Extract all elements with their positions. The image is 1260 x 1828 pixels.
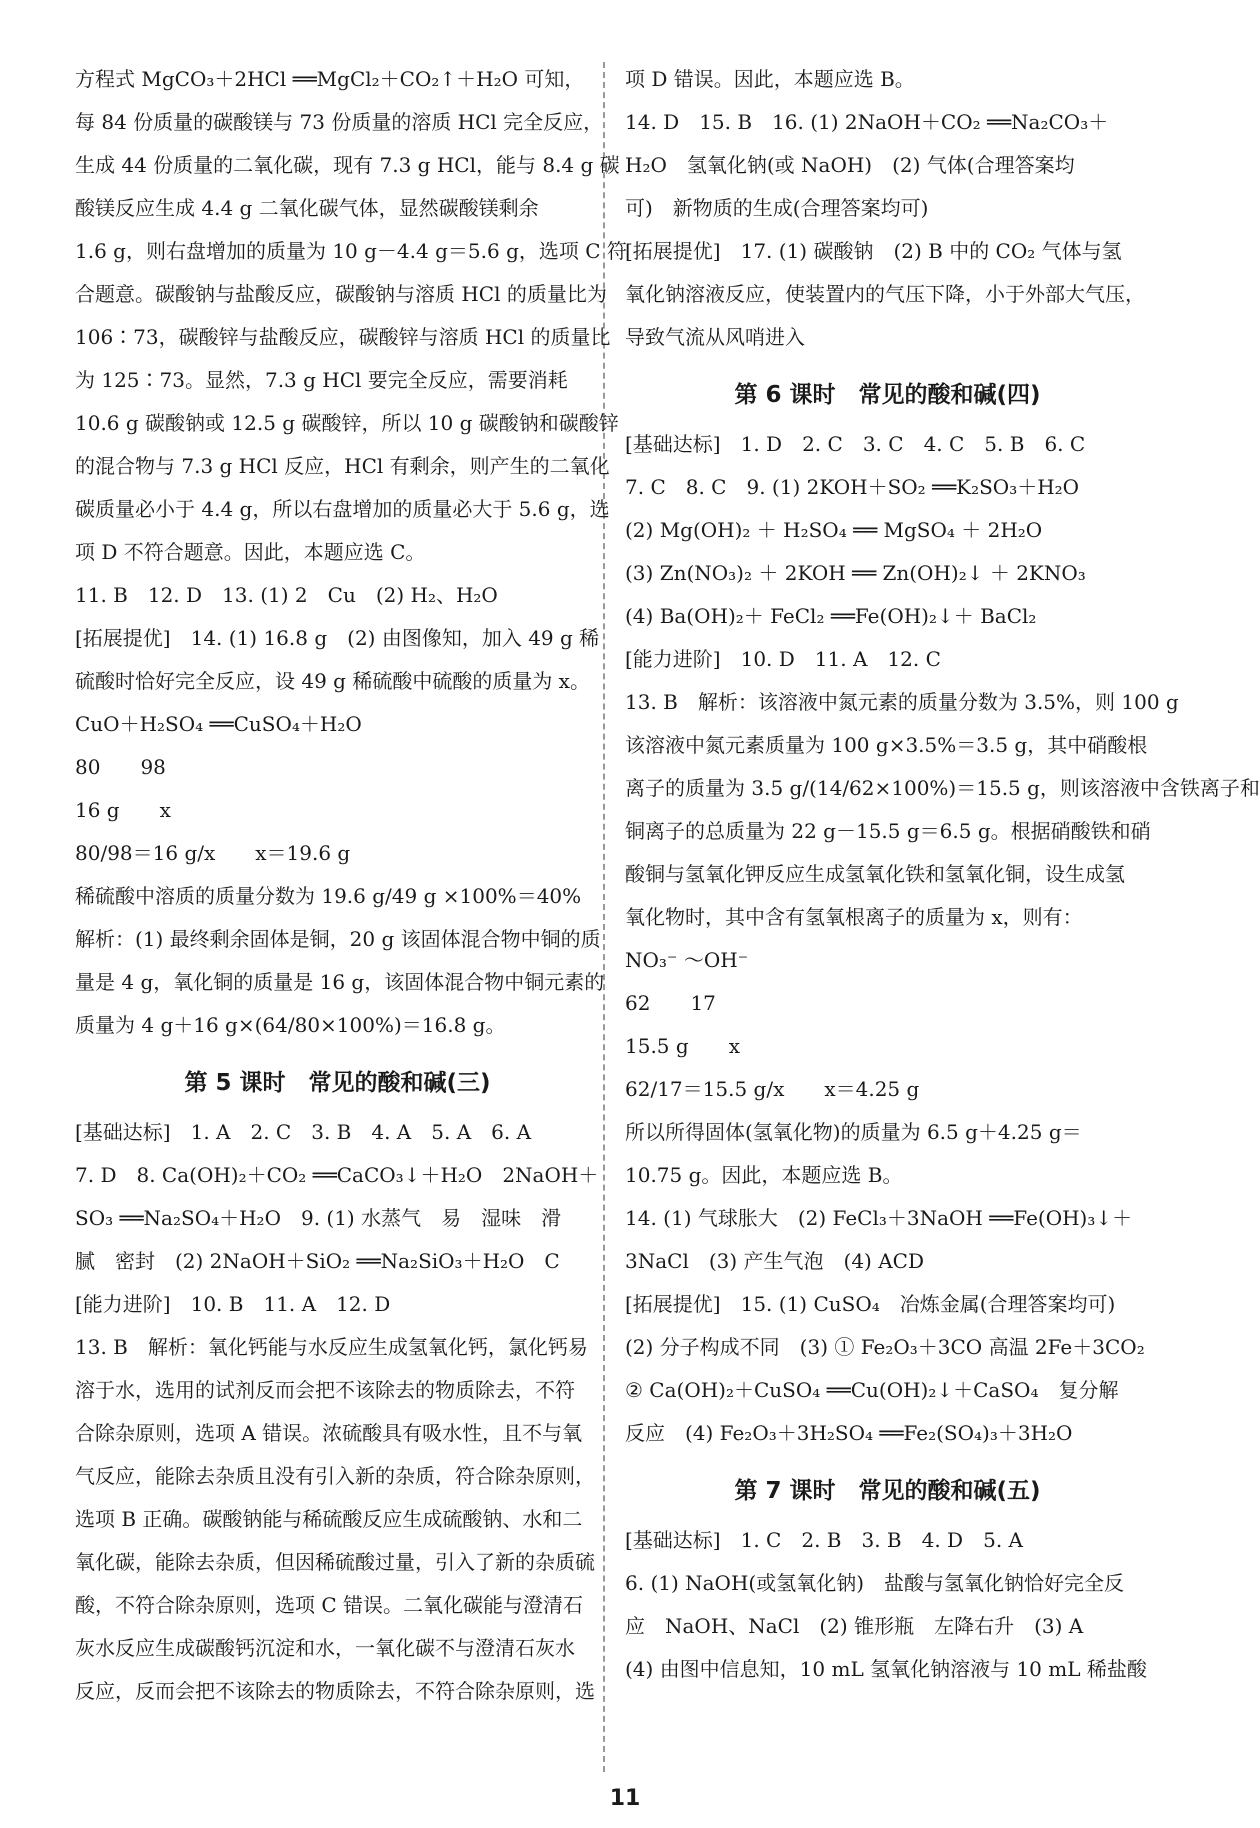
text-line: 14. D 15. B 16. (1) 2NaOH＋CO₂ ══Na₂CO₃＋ [625,110,1109,134]
text-line: [拓展提优] 14. (1) 16.8 g (2) 由图像知，加入 49 g 稀 [75,626,600,650]
text-line: 10.75 g。因此，本题应选 B。 [625,1163,903,1187]
lesson5-answers [75,1111,600,1713]
section-title-lesson7: 第 7 课时 常见的酸和碱(五) [734,1478,1041,1504]
text-line: 酸镁反应生成 4.4 g 二氧化碳气体，显然碳酸镁剩余 [75,196,539,220]
text-line: 7. D 8. Ca(OH)₂＋CO₂ ══CaCO₃↓＋H₂O 2NaOH＋ [75,1163,599,1187]
text-line: 106∶73，碳酸锌与盐酸反应，碳酸锌与溶质 HCl 的质量比 [75,325,611,349]
text-line: 铜离子的总质量为 22 g－15.5 g＝6.5 g。根据硝酸铁和硝 [625,819,1151,843]
text-line: 13. B 解析：该溶液中氮元素的质量分数为 3.5%，则 100 g [625,690,1179,714]
text-line: [能力进阶] 10. B 11. A 12. D [75,1292,391,1316]
text-line: 11. B 12. D 13. (1) 2 Cu (2) H₂、H₂O [75,583,498,607]
text-line: 所以所得固体(氢氧化物)的质量为 6.5 g＋4.25 g＝ [625,1120,1082,1144]
text-line: 13. B 解析：氧化钙能与水反应生成氢氧化钙，氯化钙易 [75,1335,588,1359]
text-line: 80/98＝16 g/x x＝19.6 g [75,841,351,865]
text-line: 每 84 份质量的碳酸镁与 73 份质量的溶质 HCl 完全反应， [75,110,604,134]
text-line: 方程式 MgCO₃＋2HCl ══MgCl₂＋CO₂↑＋H₂O 可知， [75,67,585,91]
right-answer-block [625,58,1150,359]
text-line: 10.6 g 碳酸钠或 12.5 g 碳酸锌，所以 10 g 碳酸钠和碳酸锌 [75,411,619,435]
text-line: CuO＋H₂SO₄ ══CuSO₄＋H₂O [75,712,362,736]
text-line: 反应 (4) Fe₂O₃＋3H₂SO₄ ══Fe₂(SO₄)₃＋3H₂O [625,1421,1073,1445]
text-line: 腻 密封 (2) 2NaOH＋SiO₂ ══Na₂SiO₃＋H₂O C [75,1249,560,1273]
text-line: 碳质量必小于 4.4 g，所以右盘增加的质量必大于 5.6 g，选 [75,497,610,521]
text-line: 合除杂原则，选项 A 错误。浓硫酸具有吸水性，且不与氧 [75,1421,583,1445]
text-line: 14. (1) 气球胀大 (2) FeCl₃＋3NaOH ══Fe(OH)₃↓＋ [625,1206,1133,1230]
text-line: [拓展提优] 17. (1) 碳酸钠 (2) B 中的 CO₂ 气体与氢 [625,239,1122,263]
text-line: 溶于水，选用的试剂反而会把不该除去的物质除去，不符 [75,1378,575,1402]
text-line: (2) 分子构成不同 (3) ① Fe₂O₃＋3CO 高温 2Fe＋3CO₂ [625,1335,1145,1359]
lesson6-answers [625,423,1260,1455]
text-line: (4) 由图中信息知，10 mL 氢氧化钠溶液与 10 mL 稀盐酸 [625,1657,1147,1681]
text-line: [拓展提优] 15. (1) CuSO₄ 冶炼金属(合理答案均可) [625,1292,1116,1316]
text-line: 解析：(1) 最终剩余固体是铜，20 g 该固体混合物中铜的质 [75,927,601,951]
text-line: 1.6 g，则右盘增加的质量为 10 g－4.4 g＝5.6 g，选项 C 符 [75,239,627,263]
text-line: 6. (1) NaOH(或氢氧化钠) 盐酸与氢氧化钠恰好完全反 [625,1571,1124,1595]
text-line: [基础达标] 1. D 2. C 3. C 4. C 5. B 6. C [625,432,1086,456]
column-divider [603,62,605,1772]
right-column [625,58,1260,1691]
text-line: 质量为 4 g＋16 g×(64/80×100%)＝16.8 g。 [75,1013,506,1037]
text-line: H₂O 氢氧化钠(或 NaOH) (2) 气体(合理答案均 [625,153,1075,177]
text-line: 氧化钠溶液反应，使装置内的气压下降，小于外部大气压， [625,282,1145,306]
text-line: [基础达标] 1. A 2. C 3. B 4. A 5. A 6. A [75,1120,532,1144]
text-line: 稀硫酸中溶质的质量分数为 19.6 g/49 g ×100%＝40% [75,884,582,908]
text-line: 80 98 [75,755,166,779]
text-line: 生成 44 份质量的二氧化碳，现有 7.3 g HCl，能与 8.4 g 碳 [75,153,620,177]
section-title-lesson6: 第 6 课时 常见的酸和碱(四) [734,382,1041,408]
lesson7-answers [625,1519,1150,1691]
text-line: 为 125∶73。显然，7.3 g HCl 要完全反应，需要消耗 [75,368,568,392]
left-answer-block [75,58,627,1047]
text-line: 可) 新物质的生成(合理答案均可) [625,196,929,220]
text-line: [基础达标] 1. C 2. B 3. B 4. D 5. A [625,1528,1023,1552]
text-line: 酸，不符合除杂原则，选项 C 错误。二氧化碳能与澄清石 [75,1593,584,1617]
text-line: 氧化碳，能除去杂质，但因稀硫酸过量，引入了新的杂质硫 [75,1550,595,1574]
text-line: 项 D 不符合题意。因此，本题应选 C。 [75,540,426,564]
text-line: 合题意。碳酸钠与盐酸反应，碳酸钠与溶质 HCl 的质量比为 [75,282,607,306]
page-number: 11 [609,1786,641,1811]
text-line: 氧化物时，其中含有氢氧根离子的质量为 x，则有： [625,905,1083,929]
text-line: 量是 4 g，氧化铜的质量是 16 g，该固体混合物中铜元素的 [75,970,605,994]
text-line: 16 g x [75,798,171,822]
text-line: ② Ca(OH)₂＋CuSO₄ ══Cu(OH)₂↓＋CaSO₄ 复分解 [625,1378,1119,1402]
text-line: (4) Ba(OH)₂＋ FeCl₂ ══Fe(OH)₂↓＋ BaCl₂ [625,604,1037,628]
text-line: 的混合物与 7.3 g HCl 反应，HCl 有剩余，则产生的二氧化 [75,454,610,478]
text-line: (2) Mg(OH)₂ ＋ H₂SO₄ ══ MgSO₄ ＋ 2H₂O [625,518,1043,542]
text-line: 选项 B 正确。碳酸钠能与稀硫酸反应生成硫酸钠、水和二 [75,1507,583,1531]
section-title-lesson5: 第 5 课时 常见的酸和碱(三) [184,1070,491,1096]
text-line: 硫酸时恰好完全反应，设 49 g 稀硫酸中硫酸的质量为 x。 [75,669,590,693]
text-line: 该溶液中氮元素质量为 100 g×3.5%＝3.5 g，其中硝酸根 [625,733,1148,757]
text-line: 项 D 错误。因此，本题应选 B。 [625,67,915,91]
text-line: 7. C 8. C 9. (1) 2KOH＋SO₂ ══K₂SO₃＋H₂O [625,475,1080,499]
text-line: SO₃ ══Na₂SO₄＋H₂O 9. (1) 水蒸气 易 湿味 滑 [75,1206,562,1230]
text-line: 反应，反而会把不该除去的物质除去，不符合除杂原则，选 [75,1679,595,1703]
text-line: 离子的质量为 3.5 g/(14/62×100%)＝15.5 g，则该溶液中含铁离子和 [625,776,1260,800]
text-line: 应 NaOH、NaCl (2) 锥形瓶 左降右升 (3) A [625,1614,1084,1638]
text-line: (3) Zn(NO₃)₂ ＋ 2KOH ══ Zn(OH)₂↓ ＋ 2KNO₃ [625,561,1086,585]
left-column [75,58,627,1713]
text-line: NO₃⁻ ～OH⁻ [625,948,749,972]
text-line: 62/17＝15.5 g/x x＝4.25 g [625,1077,920,1101]
text-line: 3NaCl (3) 产生气泡 (4) ACD [625,1249,925,1273]
text-line: [能力进阶] 10. D 11. A 12. C [625,647,941,671]
text-line: 灰水反应生成碳酸钙沉淀和水，一氧化碳不与澄清石灰水 [75,1636,575,1660]
text-line: 62 17 [625,991,716,1015]
text-line: 15.5 g x [625,1034,740,1058]
text-line: 酸铜与氢氧化钾反应生成氢氧化铁和氢氧化铜，设生成氢 [625,862,1125,886]
text-line: 气反应，能除去杂质且没有引入新的杂质，符合除杂原则， [75,1464,595,1488]
text-line: 导致气流从风哨进入 [625,325,805,349]
